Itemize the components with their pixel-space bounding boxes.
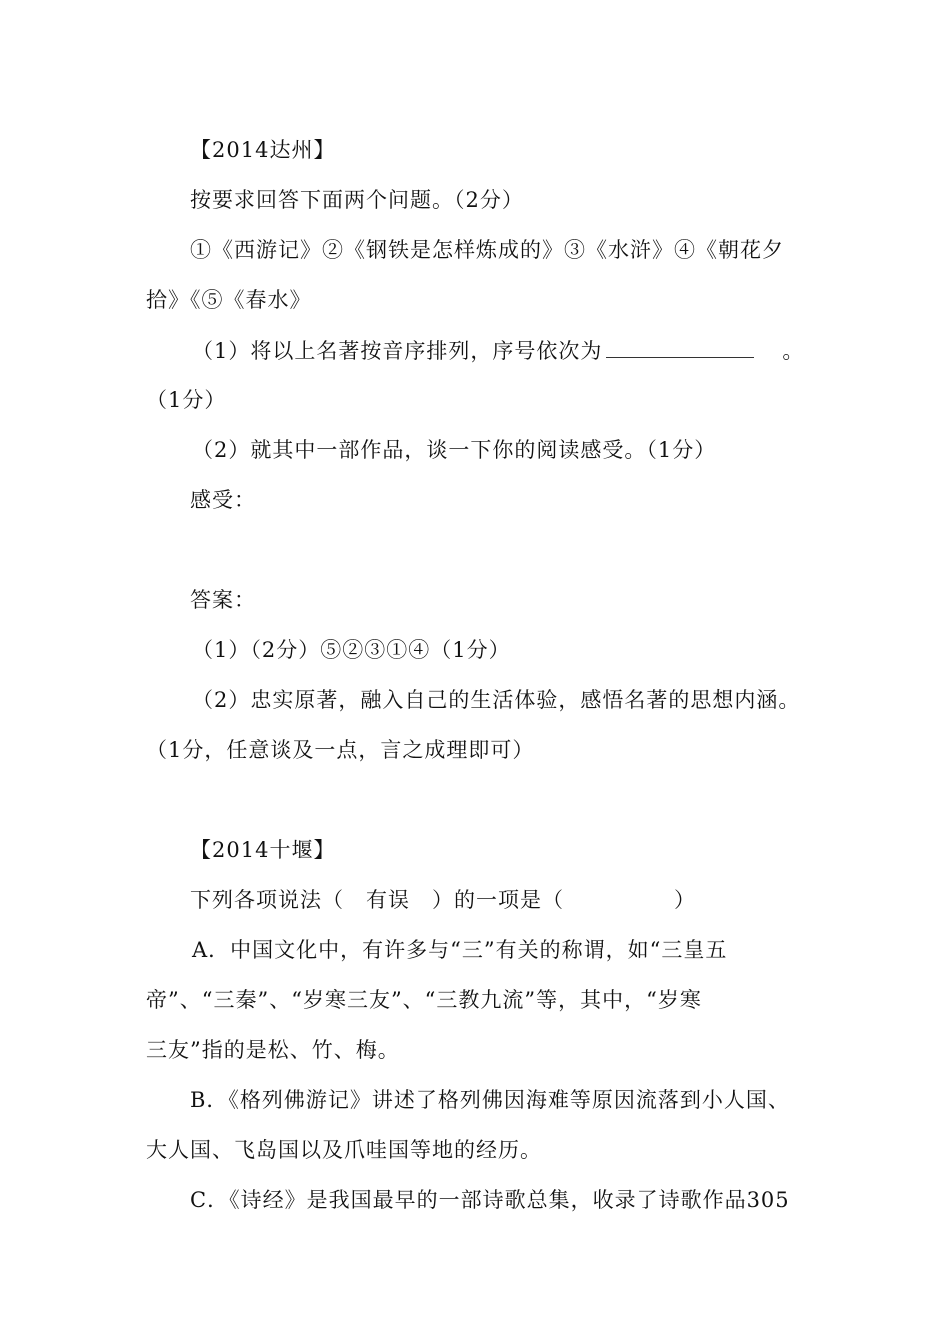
question-prompt: 下列各项说法（ 有误 ）的一项是（ ） bbox=[190, 888, 696, 912]
answer-2: （2）忠实原著，融入自己的生活体验，感悟名著的思想内涵。 bbox=[192, 688, 801, 712]
sub-question-1-points: （1分） bbox=[146, 388, 227, 412]
answer-blank bbox=[606, 339, 754, 358]
option-a-continued: 帝”、“三秦”、“岁寒三友”、“三教九流”等，其中，“岁寒 bbox=[146, 988, 702, 1012]
section-header: 【2014十堰】 bbox=[190, 838, 336, 862]
option-b: B．《格列佛游记》讲述了格列佛因海难等原因流落到小人国、 bbox=[190, 1088, 790, 1112]
answer-2-continued: （1分，任意谈及一点，言之成理即可） bbox=[146, 738, 535, 762]
sub-question-1-end: 。 bbox=[782, 339, 805, 363]
book-list-line: ①《西游记》②《钢铁是怎样炼成的》③《水浒》④《朝花夕 bbox=[190, 238, 784, 262]
option-b-continued: 大人国、飞岛国以及爪哇国等地的经历。 bbox=[146, 1138, 542, 1162]
answer-label: 答案： bbox=[190, 588, 256, 612]
option-c: C．《诗经》是我国最早的一部诗歌总集，收录了诗歌作品305 bbox=[190, 1188, 790, 1212]
section-header: 【2014达州】 bbox=[190, 138, 336, 162]
sub-question-1 bbox=[192, 336, 804, 366]
feeling-label: 感受： bbox=[190, 488, 256, 512]
sub-question-2: （2）就其中一部作品，谈一下你的阅读感受。（1分） bbox=[192, 438, 717, 462]
option-a-continued: 三友”指的是松、竹、梅。 bbox=[146, 1038, 400, 1062]
question-prompt: 按要求回答下面两个问题。（2分） bbox=[190, 188, 524, 212]
book-list-line: 拾》《⑤《春水》 bbox=[146, 288, 312, 312]
option-a: A．中国文化中，有许多与“三”有关的称谓，如“三皇五 bbox=[192, 938, 728, 962]
sub-question-1-text: （1）将以上名著按音序排列，序号依次为 bbox=[192, 339, 603, 363]
answer-1: （1）（2分）⑤②③①④（1分） bbox=[192, 638, 511, 662]
